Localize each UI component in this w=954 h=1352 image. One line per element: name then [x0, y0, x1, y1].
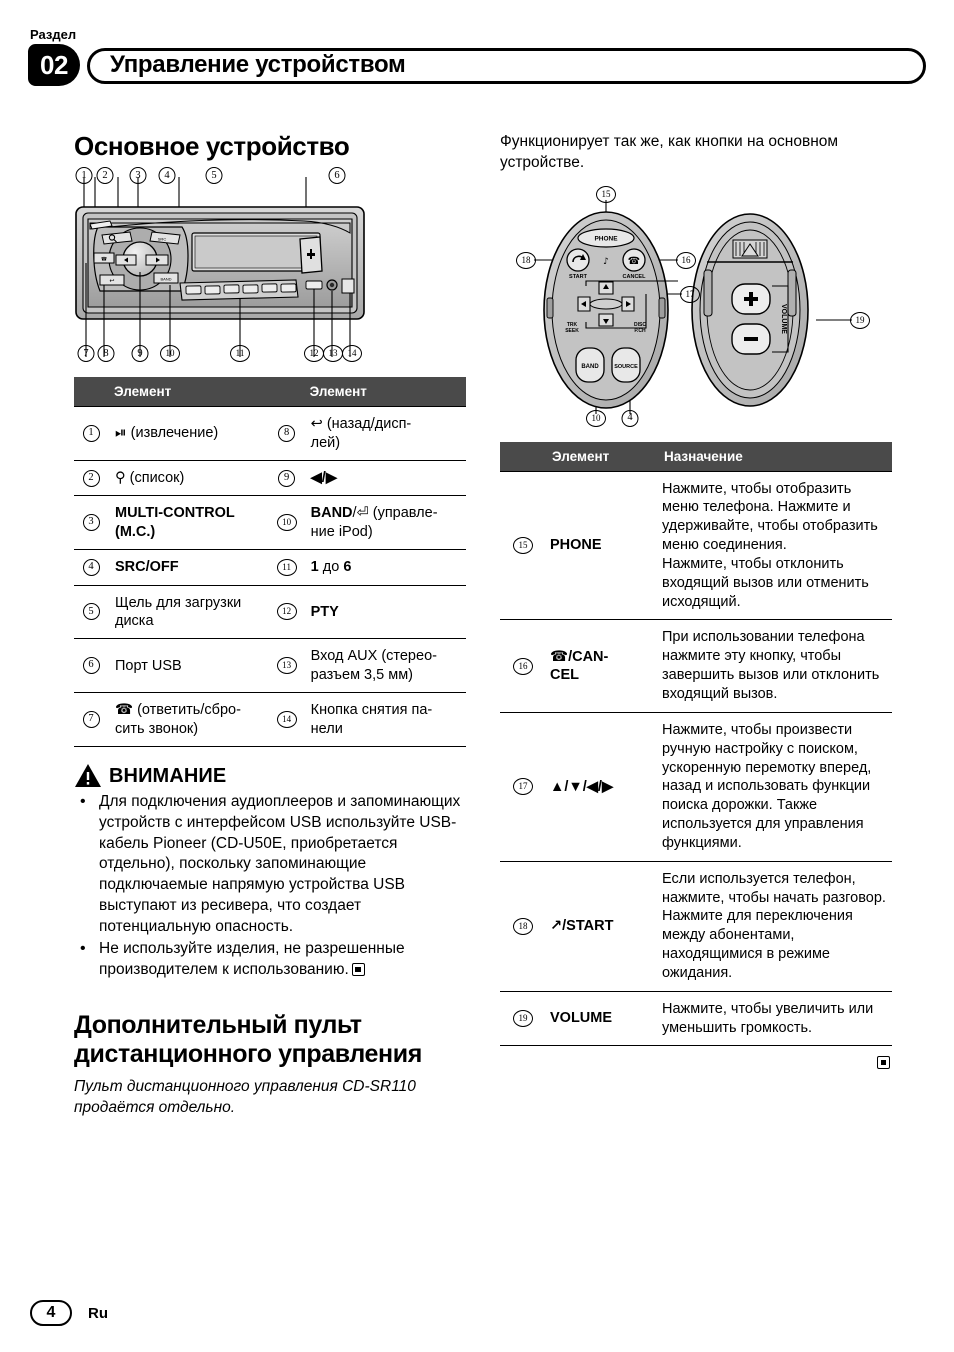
table-row — [500, 991, 892, 1046]
svg-text:SEEK: SEEK — [565, 327, 579, 334]
remote-illustration — [500, 182, 892, 432]
table-body — [74, 407, 466, 747]
page-header — [28, 28, 926, 100]
svg-text:♪: ♪ — [603, 256, 609, 267]
warning-list — [74, 792, 466, 981]
row-number: 2 — [74, 460, 108, 495]
section-label: Раздел — [30, 27, 77, 42]
warning-triangle-icon — [74, 763, 102, 788]
th-element: Элемент — [546, 442, 658, 472]
callout-14: 14 — [342, 345, 362, 363]
th-element-2: Элемент — [304, 377, 466, 407]
row-number: 7 — [74, 693, 108, 747]
row-label: Щель для загрузки диска — [108, 585, 270, 639]
callout-13: 13 — [323, 345, 343, 363]
row-description: Нажмите, чтобы отобразить меню телефона. Нажмите и удерживайте, чтобы отобразить меню соединения. Нажмите, чтобы отклонить входящий вызов или отменить исходящий. — [658, 471, 892, 620]
left-column — [74, 132, 466, 1118]
language-code: Ru — [88, 1304, 108, 1322]
warning-title: ВНИМАНИЕ — [109, 764, 227, 787]
remote-element-table — [500, 442, 892, 1047]
callout-4: 4 — [159, 167, 176, 185]
row-number: 9 — [270, 460, 304, 495]
page-title: Управление устройством — [110, 51, 406, 78]
remote-control-diagram — [500, 182, 892, 432]
callout-12: 12 — [304, 345, 324, 363]
warning-header — [74, 763, 466, 788]
svg-text:☎: ☎ — [100, 256, 108, 263]
row-number: 16 — [500, 620, 546, 712]
table-header-row — [500, 442, 892, 472]
callout-7: 7 — [78, 345, 95, 363]
table-row — [74, 550, 466, 585]
row-number: 1 — [74, 407, 108, 461]
row-label: BAND/⏎ (управле- ние iPod) — [304, 496, 466, 550]
row-description: При использовании телефона нажмите эту кнопку, чтобы завершить вызов или отклонить входящий вызов. — [658, 620, 892, 712]
callout-9: 9 — [132, 345, 149, 363]
th-spacer — [500, 442, 546, 472]
callout-19: 19 — [850, 312, 870, 330]
row-label: ◀/▶ — [304, 460, 466, 495]
svg-text:BAND: BAND — [160, 276, 172, 282]
row-label: 1 до 6 — [304, 550, 466, 585]
callout-10-remote: 10 — [586, 410, 606, 428]
table-row — [500, 712, 892, 861]
callout-1: 1 — [76, 167, 93, 185]
head-unit-diagram — [74, 167, 466, 367]
row-element: VOLUME — [546, 991, 658, 1046]
row-label: ⏯ (извлечение) — [108, 407, 270, 461]
row-number: 10 — [270, 496, 304, 550]
row-label: MULTI-CONTROL (M.C.) — [108, 496, 270, 550]
row-label: ↩ (назад/дисп- лей) — [304, 407, 466, 461]
row-number: 8 — [270, 407, 304, 461]
callout-15: 15 — [596, 186, 616, 204]
svg-text:SOURCE: SOURCE — [614, 363, 638, 370]
remote-note: Пульт дистанционного управления CD-SR110 продаётся отдельно. — [74, 1077, 416, 1116]
warning-item-text: Для подключения аудиоплееров и запоминающих устройств с интерфейсом USB используйте USB-кабель Pioneer (CD-U50E, приобретается отдельно), поскольку запоминающие подключаемые напрямую устройства USB выступают из ресивера, что создает потенциальную опасность. — [99, 792, 461, 935]
callout-17: 17 — [680, 286, 700, 304]
callout-10: 10 — [160, 345, 180, 363]
row-description: Нажмите, чтобы произвести ручную настройку с поиском, ускоренную перемотку вперед, назад и использовать функции поиска дорожки. Также используется для управления функциями. — [658, 712, 892, 861]
svg-text:CANCEL: CANCEL — [622, 273, 646, 280]
row-number: 6 — [74, 639, 108, 693]
callout-18: 18 — [516, 252, 536, 270]
warning-item — [74, 939, 466, 981]
end-of-section-marker — [877, 1056, 890, 1069]
table-row — [74, 585, 466, 639]
row-number: 13 — [270, 639, 304, 693]
row-number: 3 — [74, 496, 108, 550]
row-element: ↗/START — [546, 861, 658, 991]
main-unit-element-table — [74, 377, 466, 747]
callout-2: 2 — [97, 167, 114, 185]
th-spacer-1 — [74, 377, 108, 407]
row-label: Порт USB — [108, 639, 270, 693]
callout-16: 16 — [676, 252, 696, 270]
table-row — [74, 693, 466, 747]
svg-text:BAND: BAND — [581, 363, 599, 370]
table-row — [74, 460, 466, 495]
end-of-section-marker-wrap — [500, 1054, 892, 1072]
table-row — [500, 861, 892, 991]
end-of-section-marker — [352, 963, 365, 976]
svg-text:TRK: TRK — [566, 321, 578, 328]
callout-4-remote: 4 — [622, 410, 639, 428]
right-column — [500, 132, 892, 1072]
svg-text:SRC: SRC — [157, 236, 167, 242]
row-label: PTY — [304, 585, 466, 639]
callout-6: 6 — [329, 167, 346, 185]
table-row — [500, 471, 892, 620]
callout-3: 3 — [130, 167, 147, 185]
row-number: 14 — [270, 693, 304, 747]
table-row — [74, 639, 466, 693]
th-purpose: Назначение — [658, 442, 892, 472]
th-spacer-2 — [270, 377, 304, 407]
row-number: 11 — [270, 550, 304, 585]
head-unit-illustration — [74, 167, 466, 367]
chapter-title-pill — [87, 48, 926, 84]
row-number: 15 — [500, 471, 546, 620]
warning-item-text: Не используйте изделия, не разрешенные производителем к использованию. — [99, 940, 405, 979]
row-label: Кнопка снятия па- нели — [304, 693, 466, 747]
table-row — [500, 620, 892, 712]
row-number: 17 — [500, 712, 546, 861]
row-element: ☎/CAN- CEL — [546, 620, 658, 712]
table-body — [500, 471, 892, 1046]
row-label: Вход AUX (стерео- разъем 3,5 мм) — [304, 639, 466, 693]
row-label: SRC/OFF — [108, 550, 270, 585]
svg-text:PHONE: PHONE — [594, 235, 618, 243]
svg-text:START: START — [569, 273, 587, 280]
row-description: Нажмите, чтобы увеличить или уменьшить громкость. — [658, 991, 892, 1046]
row-number: 18 — [500, 861, 546, 991]
warning-item — [74, 792, 466, 937]
svg-text:DISC: DISC — [634, 321, 646, 328]
row-number: 19 — [500, 991, 546, 1046]
page-footer — [30, 1300, 108, 1326]
table-row — [74, 496, 466, 550]
svg-text:↩: ↩ — [109, 277, 115, 285]
table-header-row — [74, 377, 466, 407]
row-description: Если используется телефон, нажмите, чтобы начать разговор. Нажмите для переключения между абонентами, находящимися в режиме ожидания. — [658, 861, 892, 991]
right-intro-text: Функционирует так же, как кнопки на основном устройстве. — [500, 133, 839, 171]
row-element: ▲/▼/◀/▶ — [546, 712, 658, 861]
th-element-1: Элемент — [108, 377, 270, 407]
callout-11: 11 — [230, 345, 250, 363]
row-label: ⚲ (список) — [108, 460, 270, 495]
svg-text:VOLUME: VOLUME — [780, 303, 787, 334]
table-row — [74, 407, 466, 461]
row-label: ☎ (ответить/сбро- сить звонок) — [108, 693, 270, 747]
section-title-main-unit: Основное устройство — [74, 131, 350, 161]
page-number: 4 — [30, 1300, 72, 1326]
row-element: PHONE — [546, 471, 658, 620]
row-number: 4 — [74, 550, 108, 585]
chapter-number-badge: 02 — [28, 44, 80, 86]
section-title-remote: Дополнительный пульт дистанционного управления — [74, 1010, 422, 1068]
callout-8: 8 — [98, 345, 115, 363]
row-number: 5 — [74, 585, 108, 639]
svg-text:☎: ☎ — [627, 255, 641, 267]
row-number: 12 — [270, 585, 304, 639]
svg-text:P.CH: P.CH — [634, 327, 646, 334]
callout-5: 5 — [206, 167, 223, 185]
